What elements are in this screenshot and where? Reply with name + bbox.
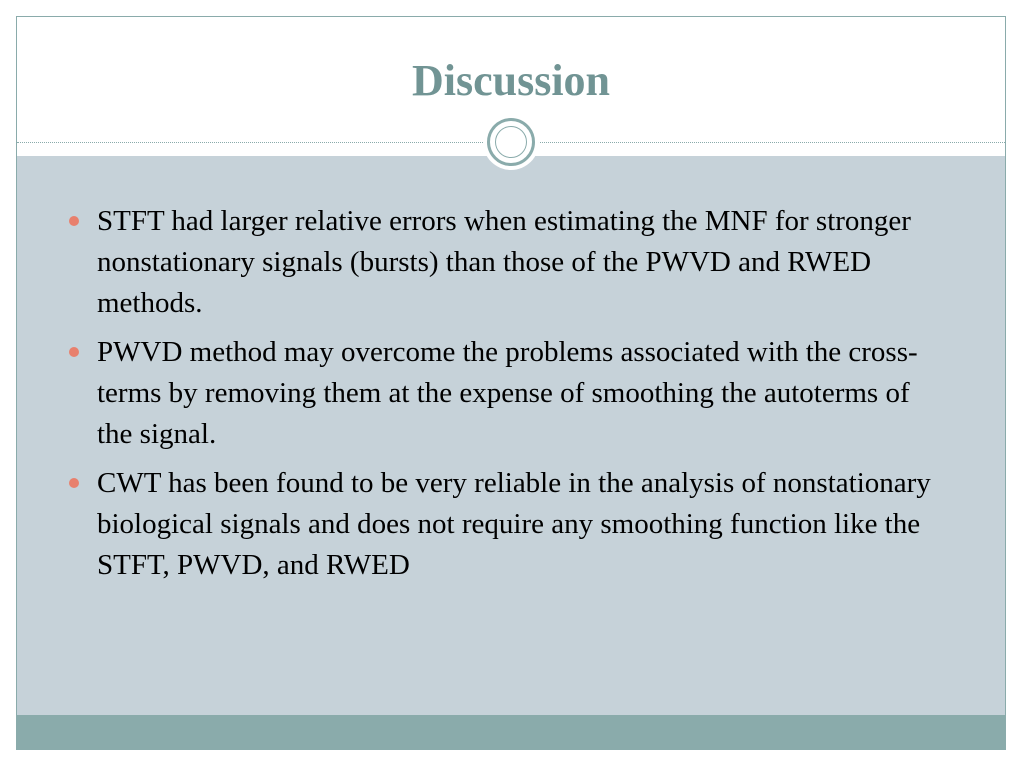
bullet-dot-icon: [69, 216, 79, 226]
bullet-text: PWVD method may overcome the problems associated with the cross-terms by removing them at the expense of smoothing the autoterms of the signal.: [97, 336, 918, 450]
bullet-dot-icon: [69, 478, 79, 488]
bullet-dot-icon: [69, 347, 79, 357]
bullet-item: [17, 201, 1005, 324]
bullet-text: CWT has been found to be very reliable in the analysis of nonstationary biological signals and does not require any smoothing function like the STFT, PWVD, and RWED: [97, 467, 931, 581]
bullet-list: [17, 201, 1005, 594]
footer-bar: [17, 715, 1005, 749]
bullet-item: [17, 332, 1005, 455]
bullet-item: [17, 463, 1005, 586]
slide-title: Discussion: [411, 56, 611, 105]
ornament-inner-circle: [495, 126, 527, 158]
slide: [16, 16, 1006, 750]
bullet-text: STFT had larger relative errors when estimating the MNF for stronger nonstationary signals (bursts) than those of the PWVD and RWED methods.: [97, 205, 911, 319]
circle-ornament-icon: [483, 114, 539, 170]
ornament-ring: [487, 118, 535, 166]
